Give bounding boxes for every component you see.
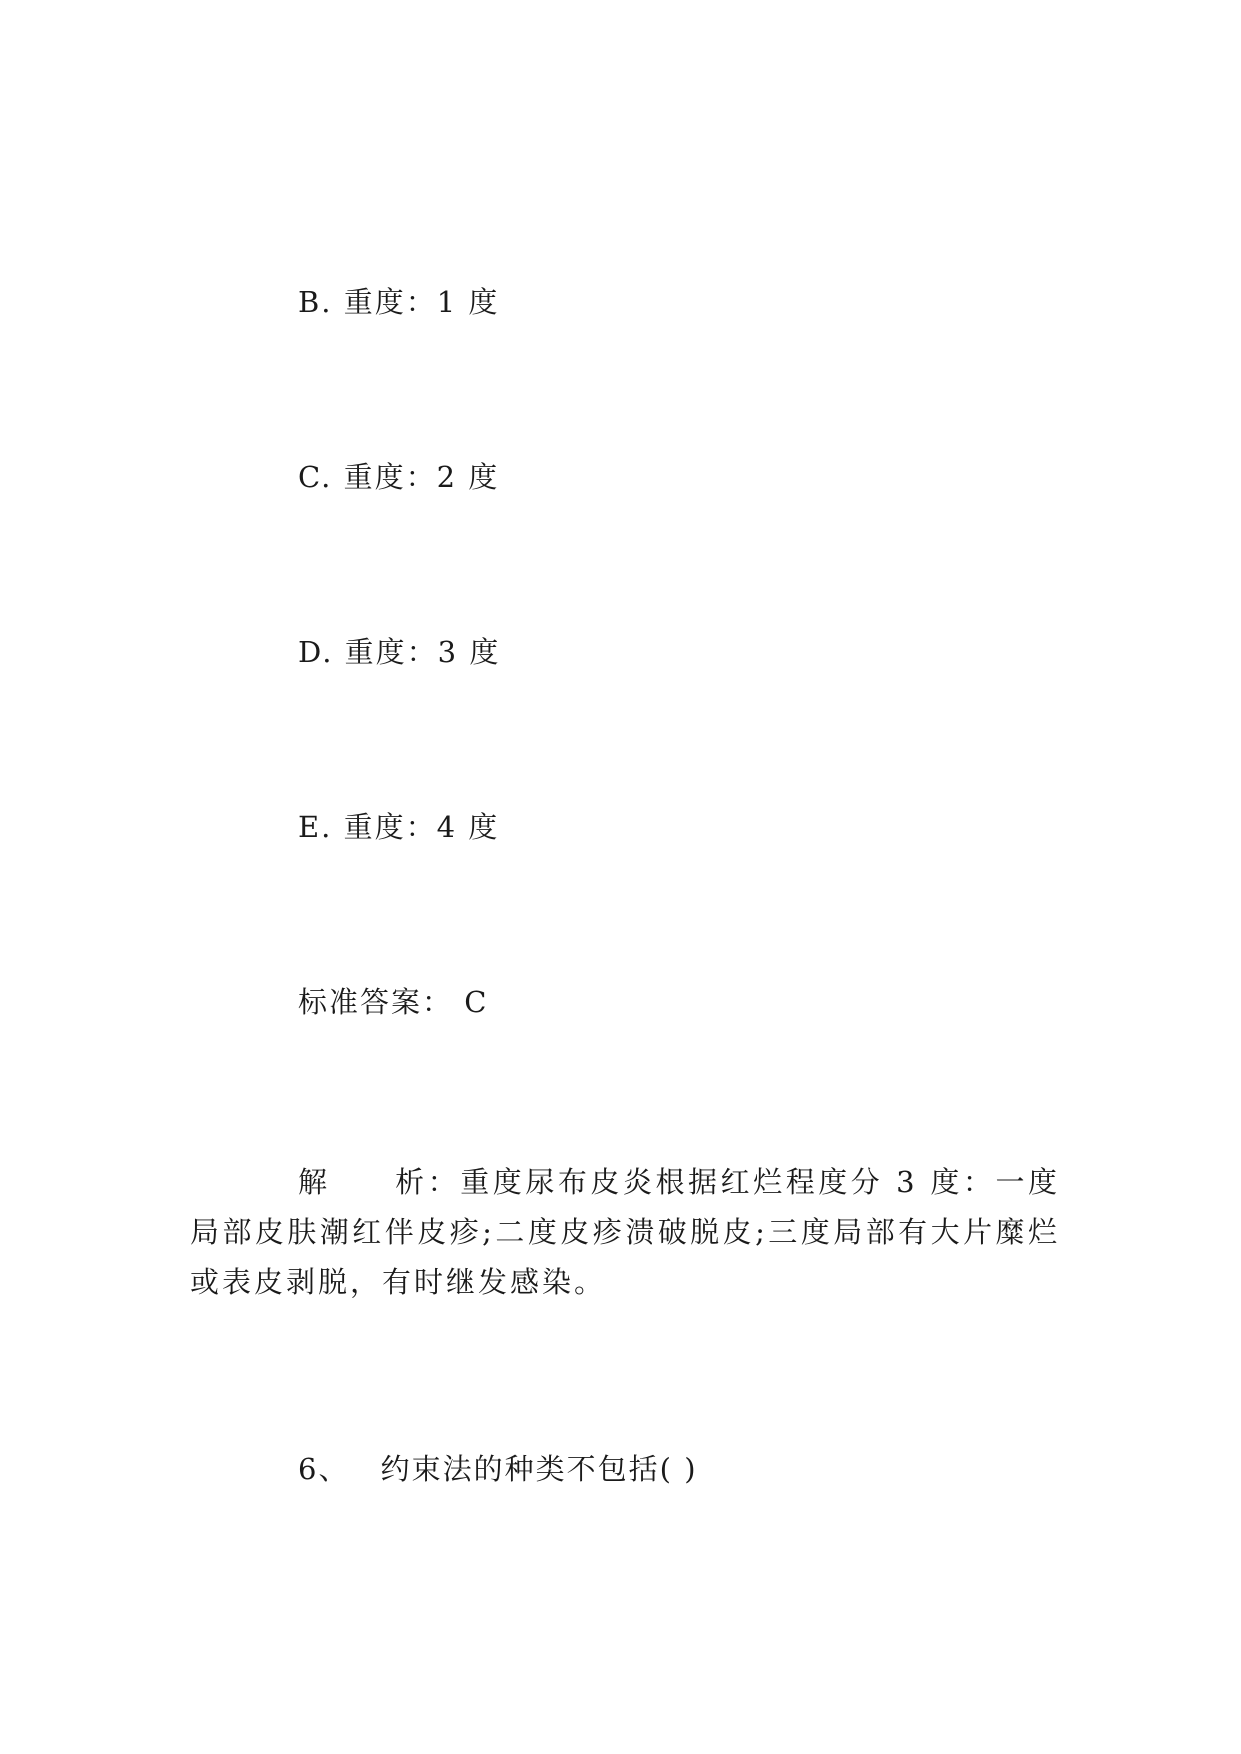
option-c-label: C. bbox=[298, 460, 333, 494]
standard-answer bbox=[298, 982, 488, 1022]
option-b-text: 重度：1 度 bbox=[343, 285, 500, 319]
question-number: 6、 bbox=[298, 1452, 350, 1486]
option-d bbox=[298, 632, 500, 672]
answer-value: C bbox=[464, 985, 489, 1019]
analysis-head-first: 解 bbox=[298, 1165, 331, 1199]
option-d-label: D. bbox=[298, 635, 334, 669]
option-e bbox=[298, 807, 499, 847]
option-c-text: 重度：2 度 bbox=[343, 460, 500, 494]
option-c bbox=[298, 457, 499, 497]
analysis-head-second: 析： bbox=[394, 1165, 461, 1199]
analysis-paragraph bbox=[190, 1157, 1060, 1307]
option-b-label: B. bbox=[298, 285, 333, 319]
option-d-text: 重度：3 度 bbox=[344, 635, 501, 669]
analysis-body: 重度尿布皮炎根据红烂程度分 3 度：一度局部皮肤潮红伴皮疹;二度皮疹溃破脱皮;三度局部有大片糜烂或表皮剥脱，有时继发感染。 bbox=[190, 1165, 1060, 1299]
question-text: 约束法的种类不包括( ) bbox=[380, 1452, 698, 1486]
answer-label: 标准答案： bbox=[298, 985, 454, 1019]
option-e-text: 重度：4 度 bbox=[343, 810, 500, 844]
question-6 bbox=[298, 1449, 698, 1489]
option-e-label: E. bbox=[298, 810, 333, 844]
option-b bbox=[298, 282, 499, 322]
